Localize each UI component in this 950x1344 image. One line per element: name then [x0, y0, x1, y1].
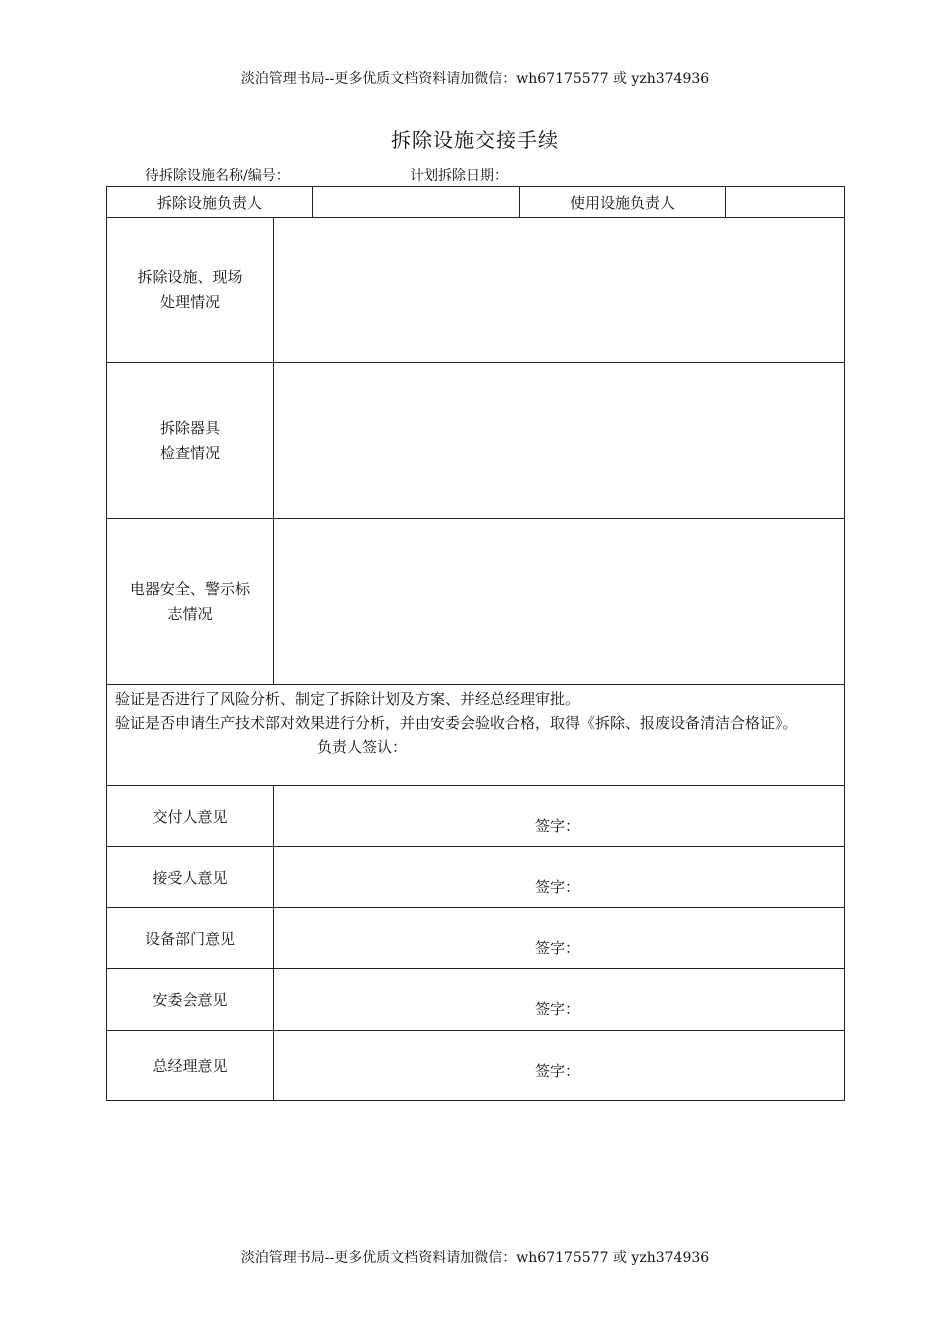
section-label-line: 检查情况: [159, 443, 220, 462]
section-label-line: 电器安全、警示标: [129, 579, 250, 598]
sign-label: 签字：: [535, 817, 581, 835]
opinion-label: 安委会意见: [107, 969, 274, 1031]
user-value[interactable]: [726, 187, 845, 218]
user-label: 使用设施负责人: [520, 187, 726, 218]
section-content[interactable]: [274, 519, 845, 685]
section-label: [107, 519, 274, 685]
signature-label: 负责人签认：: [317, 738, 408, 756]
responsible-label: 拆除设施负责人: [107, 187, 313, 218]
sign-label: 签字：: [535, 878, 581, 896]
section-content[interactable]: [274, 218, 845, 363]
note-line: 验证是否申请生产技术部对效果进行分析，并由安委会验收合格，取得《拆除、报废设备清洁合格证》。: [115, 714, 798, 732]
opinion-label: 交付人意见: [107, 786, 274, 847]
opinion-label: 总经理意见: [107, 1031, 274, 1101]
section-label-line: 拆除器具: [159, 418, 220, 437]
opinion-row: [107, 847, 845, 908]
opinion-sign-cell[interactable]: [274, 847, 845, 908]
facility-name-label: 待拆除设施名称/编号：: [145, 168, 290, 184]
section-content[interactable]: [274, 363, 845, 519]
opinion-label: 接受人意见: [107, 847, 274, 908]
section-row-tools: [107, 363, 845, 519]
sign-label: 签字：: [535, 1000, 581, 1018]
sign-label: 签字：: [535, 1062, 581, 1080]
opinion-sign-cell[interactable]: [274, 969, 845, 1031]
responsible-value[interactable]: [313, 187, 520, 218]
section-label-line: 处理情况: [159, 293, 220, 311]
responsible-row: [107, 187, 845, 218]
opinion-sign-cell[interactable]: [274, 1031, 845, 1101]
section-row-site: [107, 218, 845, 363]
sign-label: 签字：: [535, 939, 581, 957]
planned-date-label: 计划拆除日期：: [410, 168, 508, 184]
section-label-line: 志情况: [167, 604, 213, 623]
opinion-sign-cell[interactable]: [274, 786, 845, 847]
opinion-row: [107, 969, 845, 1031]
opinion-sign-cell[interactable]: [274, 908, 845, 969]
section-label-line: 拆除设施、现场: [137, 268, 243, 286]
opinion-row: [107, 786, 845, 847]
opinion-label: 设备部门意见: [107, 908, 274, 969]
page-title: 拆除设施交接手续: [391, 128, 559, 152]
section-label: [107, 218, 274, 363]
notes-row: [107, 685, 845, 786]
handover-table: [106, 186, 845, 1101]
header-note: 淡泊管理书局--更多优质文档资料请加微信：wh67175577 或 yzh374936: [240, 71, 710, 87]
handover-form: [106, 186, 844, 1101]
opinion-row: [107, 908, 845, 969]
footer-note: 淡泊管理书局--更多优质文档资料请加微信：wh67175577 或 yzh374936: [240, 1250, 710, 1266]
section-label: [107, 363, 274, 519]
notes-cell: [107, 685, 845, 786]
note-line: 验证是否进行了风险分析、制定了拆除计划及方案、并经总经理审批。: [115, 690, 581, 708]
section-row-electrical: [107, 519, 845, 685]
opinion-row: [107, 1031, 845, 1101]
